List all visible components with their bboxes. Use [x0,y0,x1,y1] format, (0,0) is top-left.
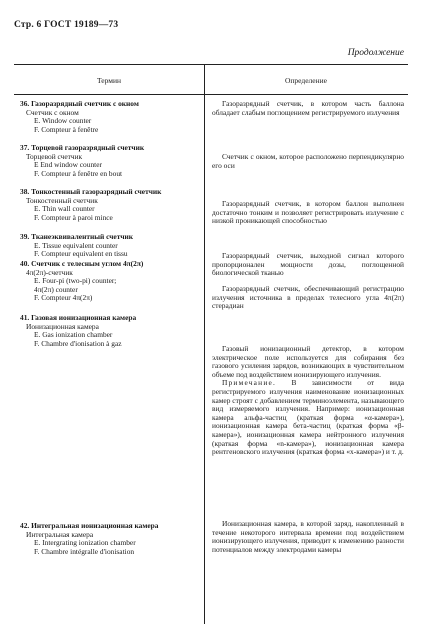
term-42 [20,522,200,556]
continuation-label: Продолжение [347,48,404,58]
column-header-definition: Определение [285,76,327,85]
term-line: E. Window counter [34,116,92,126]
definition-text: Газоразрядный счетчик, в котором баллон выполнен достаточно тонким и позволяет регистрировать излучение с низкой проникающей способностью [212,199,404,226]
term-title: 42. Интегральная ионизационная камера [20,521,159,530]
term-line: F. Compteur à fenêtre en bout [34,168,123,178]
table-header-border [14,94,408,95]
term-line: 4π(2π)-счетчик [26,267,73,277]
term-line: Ионизационная камера [26,321,99,331]
term-37 [20,144,200,178]
definition-38 [212,200,404,226]
term-title: 39. Тканеэквивалентный счетчик [20,232,134,241]
term-38 [20,188,200,222]
term-40 [20,260,200,303]
definition-36 [212,100,404,117]
term-line: 4π(2π) counter [34,284,78,294]
term-line: Интегральная камера [26,529,94,539]
term-title: 38. Тонкостенный газоразрядный счетчик [20,187,162,196]
term-title: 40. Счетчик с телесным углом 4π(2π) [20,259,144,268]
term-line: F. Chambre d'ionisation à gaz [34,338,122,348]
term-line: F. Compteur equivalent en tissu [34,249,128,259]
term-line: Счетчик с окном [26,107,79,117]
table-top-border [14,64,408,65]
definition-42 [212,520,404,554]
term-line: E. Tissue equivalent counter [34,240,118,250]
definition-note [212,379,404,456]
definition-text: Счетчик с окном, которое расположено перпендикулярно его оси [212,152,404,170]
term-line: Торцевой счетчик [26,151,83,161]
page-header: Стр. 6 ГОСТ 19189—73 [14,20,119,30]
term-line: Тонкостенный счетчик [26,195,98,205]
definition-text: Ионизационная камера, в которой заряд, накопленный в течение некоторого интервала времени под воздействием ионизирующего излучения, приводит к изменению разности потенциалов между электродами камеры [212,519,404,554]
definition-41 [212,345,404,457]
definition-40 [212,285,404,311]
note-text: В зависимости от вида регистрируемого излучения наименование ионизационных камер строят с добавлением терминоэлемента, называющего вид измеряемого излучения. Например: ионизационная камера альфа-частиц (краткая форма «α-камера»), ионизационная камера бета-частиц (краткая форма «β-камера»), ионизационная камера нейтронного излучения (краткая форма «n-камера»), ионизационная камера рентгеновского излучения (краткая форма «x-камера») и т. д. [212,378,404,457]
note-label: Примечание. [222,378,276,388]
term-line: F. Chambre intégralle d'ionisation [34,546,135,556]
term-line: E End window counter [34,160,102,170]
term-line: F. Compteur à paroi mince [34,212,113,222]
definition-text: Газоразрядный счетчик, выходной сигнал которого пропорционален мощности дозы, поглощенной биологической тканью [212,251,404,278]
term-line: E. Intergrating ionization chamber [34,538,136,548]
definition-text: Газоразрядный счетчик, обеспечивающий регистрацию излучения источника в пределах телесного угла 4π(2π) стерадиан [212,284,404,311]
term-line: F. Compteur 4π(2π) [34,293,93,303]
definition-39 [212,252,404,278]
term-title: 37. Торцевой газоразрядный счетчик [20,143,145,152]
terms-table [14,64,408,624]
term-36 [20,100,200,134]
term-line: E. Gas ionization chamber [34,330,113,340]
term-title: 41. Газовая ионизационная камера [20,313,137,322]
definition-text: Газоразрядный счетчик, в котором часть баллона обладает слабым поглощением регистрируемого излучения [212,99,404,117]
definition-37 [212,153,404,170]
term-line: E. Four-pi (two-pi) counter; [34,276,117,286]
term-line: E. Thin wall counter [34,204,95,214]
column-divider [204,64,205,624]
term-line: F. Compteur à fenêtre [34,124,99,134]
term-title: 36. Газоразрядный счетчик с окном [20,99,139,108]
term-41 [20,314,200,348]
definition-text: Газовый ионизационный детектор, в котором электрическое поле используется для собирания без газового усиления зарядов, возникающих в чувствительном объеме под воздействием ионизирующего излучения. [212,344,404,379]
term-39 [20,233,200,259]
column-header-term: Термин [96,76,122,85]
